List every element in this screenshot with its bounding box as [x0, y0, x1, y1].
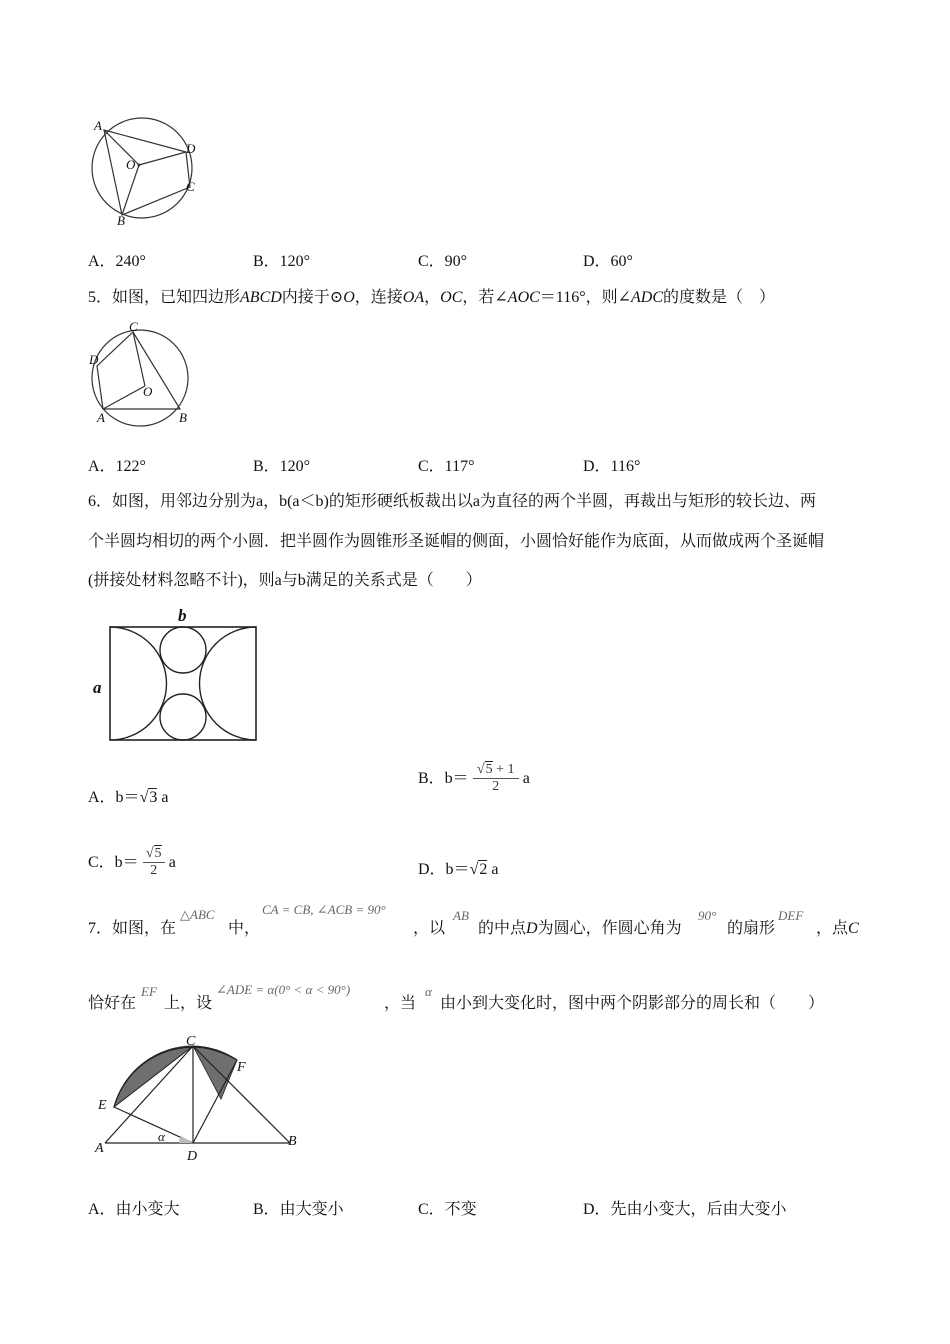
q7-arc-ef: EF [141, 984, 157, 999]
q7-stem-line2-post: 由小到大变化时，图中两个阴影部分的周长和（ ） [440, 995, 825, 1012]
q7-stem-line1-mid5: 的扇形 [727, 920, 776, 937]
q6-option-d[interactable]: D．b＝√2 a [418, 861, 499, 878]
q7-alpha: α [425, 984, 432, 999]
q5-option-d[interactable]: D．116° [583, 458, 641, 475]
q4-option-b[interactable]: B．120° [253, 253, 311, 270]
q4-option-a[interactable]: A．240° [88, 253, 146, 270]
q7-def: DEF [778, 908, 804, 923]
q7-option-a[interactable]: A．由小变大 [88, 1201, 180, 1218]
q7-label-a: A [95, 1141, 104, 1156]
q7-triangle: △ABC [180, 907, 215, 922]
q7-label-b: B [288, 1134, 297, 1149]
q7-ab: AB [453, 908, 469, 923]
q7-angle-90: 90° [698, 908, 717, 923]
q5-figure [85, 318, 200, 428]
q7-figure [85, 1035, 310, 1165]
q4-option-c[interactable]: C．90° [418, 253, 468, 270]
q7-option-d[interactable]: D．先由小变大，后由大变小 [583, 1201, 787, 1218]
q6-stem-line2: 个半圆均相切的两个小圆．把半圆作为圆锥形圣诞帽的侧面，小圆恰好能作为底面，从而做成两个圣诞帽 [88, 533, 825, 550]
q6-label-b: b [178, 606, 187, 625]
q5-option-c[interactable]: C．117° [418, 458, 475, 475]
q7-stem-line1-mid1: 中， [228, 920, 261, 937]
q7-label-alpha: α [158, 1129, 165, 1144]
q7-label-f: F [237, 1060, 246, 1075]
q6-option-b[interactable]: B．b＝ $\frac{√5 + 1}{2}$ a [418, 762, 530, 794]
q5-option-a[interactable]: A．122° [88, 458, 146, 475]
q4-label-o: O [126, 157, 136, 172]
q7-condition: CA = CB, ∠ACB = 90° [262, 902, 386, 917]
q6-label-a: a [93, 678, 102, 697]
q7-stem-line2-pre: 恰好在 [88, 995, 137, 1012]
q7-stem-line1-mid2: ，以 [413, 920, 446, 937]
q5-label-c: C [129, 319, 138, 334]
q4-label-a: A [94, 118, 102, 133]
q7-label-c: C [186, 1035, 196, 1049]
q5-label-a: A [97, 410, 105, 425]
q5-label-b: B [179, 410, 187, 425]
q7-stem-line2-mid2: ，当 [384, 995, 417, 1012]
q7-label-e: E [98, 1098, 107, 1113]
q6-option-c[interactable]: C．b＝ $\frac{√5}{2}$ a [88, 846, 176, 878]
q7-option-b[interactable]: B．由大变小 [253, 1201, 344, 1218]
q7-label-d: D [187, 1149, 198, 1164]
q5-label-d: D [89, 352, 99, 367]
q7-stem-line1-pre: 7．如图，在 [88, 920, 177, 937]
q4-option-d[interactable]: D．60° [583, 253, 633, 270]
q4-label-d: D [186, 141, 196, 156]
q6-option-a[interactable]: A．b＝√3 a [88, 789, 169, 806]
q6-figure [90, 605, 265, 745]
q7-stem-line2-mid1: 上，设 [164, 995, 213, 1012]
q5-stem: 5．如图，已知四边形ABCD内接于⊙O，连接OA，OC，若∠AOC＝116°，则∠ADC的度数是（ ） [88, 289, 776, 306]
q6-stem-line1: 6．如图，用邻边分别为a，b(a＜b)的矩形硬纸板裁出以a为直径的两个半圆，再裁出与矩形的较长边、两 [88, 493, 816, 510]
q4-figure [82, 115, 207, 230]
q4-label-c: C [186, 179, 195, 194]
q7-stem-line1-post: ，点C [816, 920, 859, 937]
q6-stem-line3: (拼接处材料忽略不计)，则a与b满足的关系式是（ ） [88, 572, 482, 589]
q7-angle-def: ∠ADE = α(0° < α < 90°) [216, 982, 351, 997]
q4-label-b: B [117, 213, 125, 228]
q7-stem-line1-mid3: 的中点D为圆心，作圆心角为 [478, 920, 682, 937]
q5-option-b[interactable]: B．120° [253, 458, 311, 475]
q7-option-c[interactable]: C．不变 [418, 1201, 477, 1218]
q5-label-o: O [143, 384, 153, 399]
